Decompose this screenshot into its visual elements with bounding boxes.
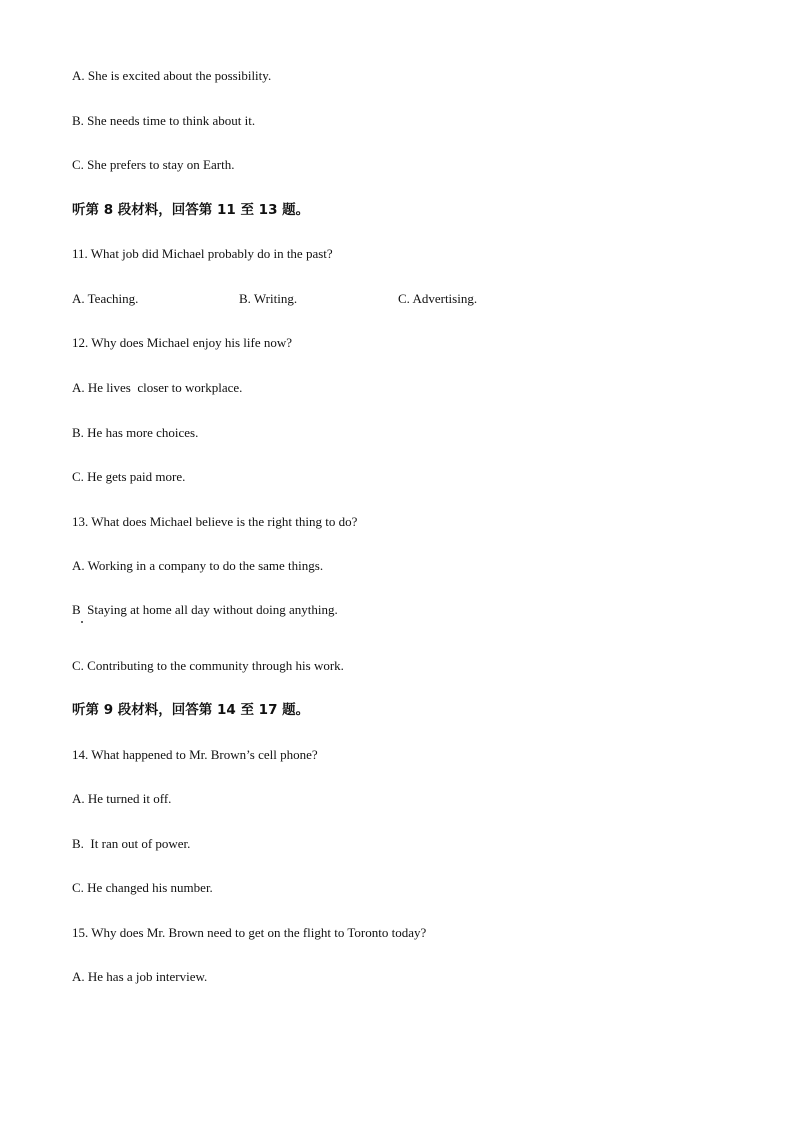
question-line: 14. What happened to Mr. Brown’s cell phone? — [72, 747, 318, 762]
option-c: C. Advertising. — [398, 291, 478, 306]
question-line: 11. What job did Michael probably do in the past? — [72, 246, 333, 261]
section-heading: 听第 9 段材料，回答第 14 至 17 题。 — [72, 702, 310, 718]
option-line: C. He gets paid more. — [72, 469, 186, 484]
option-line: A. Working in a company to do the same things. — [72, 558, 324, 573]
stray-dot-mark — [81, 621, 83, 623]
question-line: 13. What does Michael believe is the right thing to do? — [72, 514, 358, 529]
option-line: B. She needs time to think about it. — [72, 113, 256, 128]
option-line: C. Contributing to the community through his work. — [72, 658, 344, 673]
option-line: C. She prefers to stay on Earth. — [72, 157, 235, 172]
question-line: 15. Why does Mr. Brown need to get on the flight to Toronto today? — [72, 925, 427, 940]
option-line: A. He has a job interview. — [72, 969, 208, 984]
option-a: A. Teaching. — [72, 291, 139, 306]
option-line: B Staying at home all day without doing anything. — [72, 602, 338, 617]
option-line: C. He changed his number. — [72, 880, 213, 895]
option-b: B. Writing. — [239, 291, 298, 306]
option-line: B. It ran out of power. — [72, 836, 191, 851]
option-line: B. He has more choices. — [72, 425, 199, 440]
section-heading: 听第 8 段材料，回答第 11 至 13 题。 — [72, 202, 310, 218]
option-row — [72, 291, 572, 307]
question-line: 12. Why does Michael enjoy his life now? — [72, 335, 292, 350]
option-line: A. She is excited about the possibility. — [72, 68, 272, 83]
option-line: A. He lives closer to workplace. — [72, 380, 243, 395]
option-line: A. He turned it off. — [72, 791, 172, 806]
